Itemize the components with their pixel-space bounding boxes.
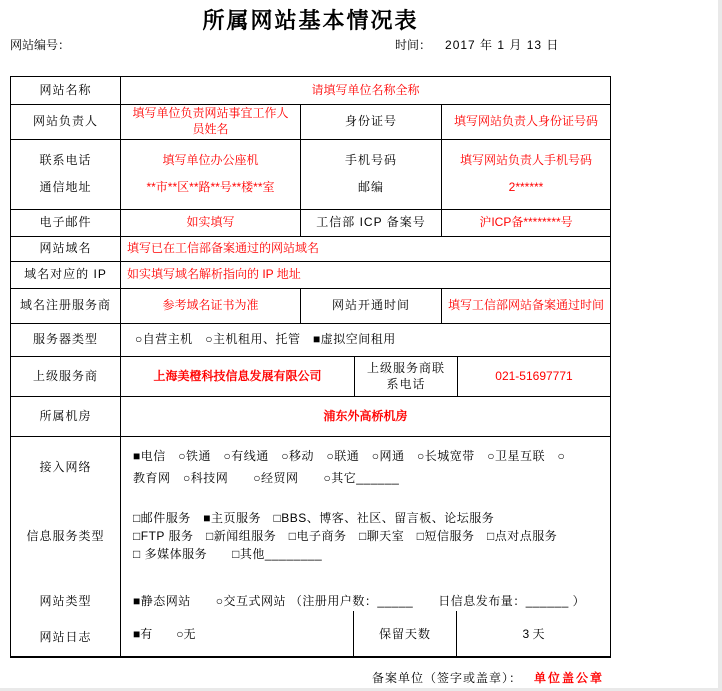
- email-value: 如实填写: [120, 210, 300, 236]
- site-log-options: ■有 ○无: [133, 627, 196, 641]
- domain-label: 网站域名: [39, 241, 92, 256]
- time-group: [395, 36, 559, 53]
- site-name-label: 网站名称: [39, 82, 92, 97]
- signature-label: 备案单位（签字或盖章）：: [371, 671, 522, 685]
- site-type-label: 网站类型: [39, 594, 92, 608]
- isp-value: 上海美橙科技信息发展有限公司: [120, 357, 354, 396]
- log-days-value: 3 天: [456, 611, 610, 656]
- row-isp: [11, 356, 610, 396]
- zip-value: 2******: [508, 179, 544, 194]
- merged-labels-column: [11, 437, 121, 656]
- time-label: 时间：: [395, 38, 432, 52]
- page-right-edge: [718, 0, 722, 691]
- mobile-zip-labels: [300, 140, 441, 209]
- site-name-value: 请填写单位名称全称: [120, 77, 610, 104]
- open-time-label: 网站开通时间: [300, 289, 441, 323]
- mobile-value: 填写网站负责人手机号码: [459, 153, 592, 168]
- ip-value: 如实填写域名解析指向的 IP 地址: [120, 262, 610, 288]
- isp-tel-label: 上级服务商联系电话: [354, 357, 457, 396]
- merged-content-column: [121, 437, 610, 656]
- manager-value: 填写单位负责网站事宜工作人员姓名: [120, 105, 300, 139]
- server-type-label: 服务器类型: [32, 332, 98, 347]
- row-contact-address: [11, 139, 610, 209]
- email-label: 电子邮件: [39, 215, 92, 230]
- icp-label: 工信部 ICP 备案号: [300, 210, 441, 236]
- id-number-value: 填写网站负责人身份证号码: [441, 105, 610, 139]
- site-log-label: 网站日志: [39, 630, 92, 644]
- datacenter-value: 浦东外高桥机房: [120, 397, 610, 436]
- network-options-line2: 教育网 ○科技网 ○经贸网 ○其它______: [133, 471, 400, 485]
- row-domain: [11, 236, 610, 261]
- services-label: 信息服务类型: [26, 529, 105, 543]
- row-datacenter: [11, 396, 610, 436]
- registrar-value: 参考域名证书为准: [120, 289, 300, 323]
- page-title: 所属网站基本情况表: [202, 8, 419, 33]
- manager-label: 网站负责人: [32, 114, 98, 129]
- row-manager: [11, 104, 610, 139]
- contact-address-labels: [11, 140, 120, 209]
- services-options-line3: □ 多媒体服务 □其他________: [133, 547, 323, 561]
- header-line: [10, 36, 611, 52]
- network-options-line1: ■电信 ○铁通 ○有线通 ○移动 ○联通 ○网通 ○长城宽带 ○卫星互联 ○: [133, 449, 566, 463]
- network-label: 接入网络: [39, 460, 92, 474]
- row-site-name: [11, 77, 610, 104]
- time-value: 2017 年 1 月 13 日: [445, 38, 560, 52]
- domain-value: 填写已在工信部备案通过的网站域名: [120, 237, 610, 261]
- open-time-value: 填写工信部网站备案通过时间: [441, 289, 610, 323]
- site-type-options: ■静态网站 ○交互式网站 （注册用户数：_____ 日信息发布量：______ ）: [133, 594, 586, 608]
- registrar-label: 域名注册服务商: [19, 298, 111, 313]
- footer-signature-line: [10, 669, 604, 686]
- datacenter-label: 所属机房: [39, 408, 92, 423]
- form-table: [10, 76, 611, 658]
- address-label: 通信地址: [39, 179, 92, 194]
- address-value: **市**区**路**号**楼**室: [146, 179, 275, 194]
- network-options: [133, 445, 604, 489]
- isp-label: 上级服务商: [32, 368, 98, 383]
- site-number-label: 网站编号：: [10, 38, 71, 52]
- isp-tel-value: 021-51697771: [457, 357, 610, 396]
- contact-address-values: [120, 140, 300, 209]
- phone-label: 联系电话: [39, 153, 92, 168]
- zip-label: 邮编: [357, 179, 384, 194]
- services-options-line1: □邮件服务 ■主页服务 □BBS、博客、社区、留言板、论坛服务: [133, 511, 495, 525]
- log-days-label: 保留天数: [353, 611, 456, 656]
- id-number-label: 身份证号: [300, 105, 441, 139]
- services-options: [133, 509, 604, 563]
- row-server-type: [11, 323, 610, 356]
- mobile-zip-values: [441, 140, 610, 209]
- server-type-options: ○自营主机 ○主机租用、托管 ■虚拟空间租用: [120, 324, 610, 356]
- phone-value: 填写单位办公座机: [162, 153, 259, 168]
- signature-value: 单位盖公章: [533, 671, 604, 685]
- row-email-icp: [11, 209, 610, 236]
- ip-label: 域名对应的 IP: [24, 267, 107, 282]
- services-options-line2: □FTP 服务 □新闻组服务 □电子商务 □聊天室 □短信服务 □点对点服务: [133, 529, 558, 543]
- row-merged-options: [11, 436, 610, 656]
- icp-value: 沪ICP备********号: [441, 210, 610, 236]
- site-log-row: [121, 611, 610, 656]
- row-registrar: [11, 288, 610, 323]
- row-ip: [11, 261, 610, 288]
- mobile-label: 手机号码: [344, 153, 397, 168]
